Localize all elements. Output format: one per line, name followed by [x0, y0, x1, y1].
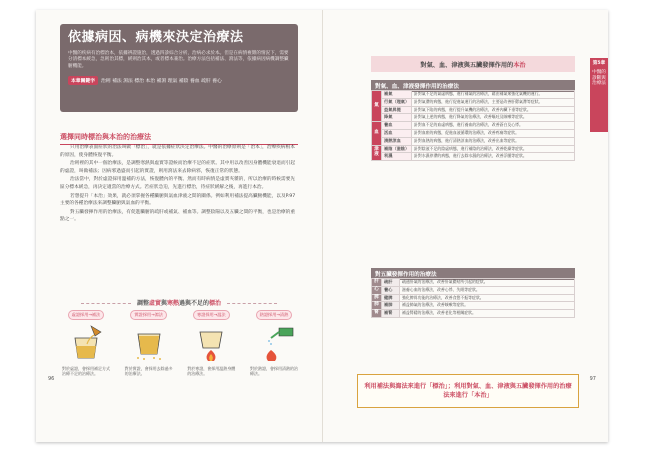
diagram-tonify — [58, 310, 114, 376]
method-label: 補腎 — [382, 310, 400, 318]
method-label: 養心 — [382, 286, 400, 294]
diagram-row — [58, 310, 302, 376]
page-title: 依據病因、病機來決定治療法 — [68, 30, 244, 45]
method-label: 清熱涼血 — [382, 137, 412, 145]
diagram-title — [60, 298, 298, 307]
method-desc: 疏通肝氣的治療法，改善肝氣鬱結所引起的症狀。 — [400, 279, 575, 287]
diagram-clear-heat — [246, 310, 302, 376]
organ-lung: 肺 — [372, 302, 382, 310]
table2-title: 對五臟發揮作用的治療法 — [371, 268, 575, 280]
method-label: 益氣昇提 — [382, 106, 412, 114]
right-page-title — [371, 56, 575, 72]
method-desc: 針對血瘀的病態，促進血液循環的治療法，改善疼痛等症狀。 — [412, 129, 575, 137]
method-desc: 滋養心血的治療法，改善心悸、失眠等症狀。 — [400, 286, 575, 294]
method-desc: 補益腎精的治療法，改善老化等相關症狀。 — [400, 310, 575, 318]
organ-spleen: 脾 — [372, 294, 382, 302]
table-row — [372, 122, 575, 130]
method-label: 活血 — [382, 129, 412, 137]
diagram-drain — [121, 310, 177, 376]
intro-text: 中醫的疾病有治標治本，依據辨證施治，透過四診綜合分析，治病必求於本。但是在病情複雜的情況下，需要分清標本緩急，急則治其標，緩則治其本，或者標本兼治。治療方法包括補法、瀉法等，依據病因病機調整臟腑機能。 — [68, 51, 289, 69]
method-label: 降氣 — [382, 114, 412, 122]
method-label: 健脾 — [382, 294, 400, 302]
table-row — [372, 310, 575, 318]
organ-heart: 心 — [372, 286, 382, 294]
method-desc: 針對氣下陷的病態，進行提升氣機的治療法，改善內臟下垂等症狀。 — [412, 106, 575, 114]
body-text — [60, 144, 298, 225]
method-desc: 針對氣滯的病態，進行促進氣運行的治療法，主要是改善肝鬱氣滯等症狀。 — [412, 98, 575, 106]
diagram-caption: 對於寒證，會採用溫熱身體的治療法。 — [187, 366, 236, 377]
right-title-highlight: 本治 — [513, 61, 526, 69]
organ-kidney: 腎 — [372, 310, 382, 318]
category-fluid: 津液 — [372, 145, 382, 161]
method-desc: 針對陰液不足的陰虛病態，進行補陰的治療法，改善乾燥等症狀。 — [412, 145, 575, 153]
diagram-title-highlight: 虛實 — [148, 300, 161, 307]
table-row — [372, 106, 575, 114]
table-row — [372, 302, 575, 310]
left-page — [36, 10, 322, 442]
table-row — [372, 98, 575, 106]
table-row — [372, 91, 575, 99]
chapter-header-box — [60, 24, 298, 112]
table-row — [372, 129, 575, 137]
diagram-label: 虛證採用→補法 — [68, 310, 105, 320]
diagram-title-part: 過與不足的 — [179, 300, 210, 307]
right-page — [322, 10, 608, 442]
table1-title: 對氣、血、津液發揮作用的治療法 — [371, 80, 575, 92]
table-row — [372, 137, 575, 145]
diagram-warm — [183, 310, 239, 376]
table-row — [372, 153, 575, 161]
book-spread — [36, 10, 608, 442]
qi-blood-fluid-table — [371, 90, 575, 161]
section-title: 選擇同時標治與本治的治療法 — [60, 132, 298, 145]
page-number-right: 97 — [589, 376, 596, 382]
diagram-caption: 對於虛證，會採用補足方式治療不足的治療法。 — [62, 366, 110, 377]
paragraph: 治則裡的其中一個治療法，是調整寒熱與虛實等證候而治療不足的症狀。其中用以改善因身體機能衰退而引起的虛證，叫做補法；因病邪過盛而引起的實證，則用瀉法來去除病邪，恢復正常的狀態。 — [60, 161, 296, 174]
summary-box: 利用補法與瀉法來進行「標治」；利用對氣、血、津液與五臟發揮作用的治療法來進行「本治」 — [357, 374, 579, 408]
page-number-left: 96 — [48, 376, 55, 382]
method-desc: 針對氣上逆的病態，進行降氣的治療法，改善嘔吐及咳嗽等症狀。 — [412, 114, 575, 122]
keyword-label: 本章關鍵字 — [68, 76, 98, 85]
paragraph: 只用治療表面症狀的治法叫做「標治」，就是依據症狀決定治療法。中醫的治療原則是「治本」，治療疾病根本的原因，使身體恢復平衡。 — [60, 145, 295, 158]
method-label: 利濕 — [382, 153, 412, 161]
diagram-title-part: 與 — [160, 300, 167, 307]
keyword-row — [68, 76, 290, 85]
cooling-illustration — [249, 324, 299, 362]
method-desc: 針對水濕停滯的病態，進行去除水濕的治療法，改善浮腫等症狀。 — [412, 153, 575, 161]
method-desc: 針對血不足的血虛病態，進行養血的治療法，改善蒼白及心悸。 — [412, 122, 575, 130]
five-organs-table — [371, 278, 575, 318]
table-row — [372, 279, 575, 287]
warming-illustration — [186, 324, 236, 362]
cup-fill-illustration — [61, 324, 111, 362]
paragraph: 治法當中，對於虛證採用溫補的方法，恢復體內的平衡。然而有時病情是虛實夾雜的，所以治療的時候需要先區分標本緩急，再決定適當的治療方式。若症狀急迫，先進行標治，待症狀緩解之後，再進行本治。 — [60, 177, 296, 190]
method-desc: 針對氣不足的氣虛病態，進行補氣的治療法，藉由補氣來強化氣機的運行。 — [412, 91, 575, 99]
keyword-list: 治則 補法 瀉法 標治 本治 補瀉 理氣 補陰 養血 疏肝 養心 — [101, 79, 222, 85]
table-row — [372, 114, 575, 122]
paragraph: 對五臟發揮作用的治療法，有促進臟腑的疏肝或補氣、補血等。調整陰陽以及五臟之間的平衡，也是治療的重點之一。 — [60, 209, 296, 223]
chapter-side-tab[interactable] — [590, 58, 608, 132]
chapter-name: 中醫的診斷與治療法 — [592, 70, 606, 87]
diagram-label: 熱證採用→清熱 — [256, 310, 293, 320]
diagram-label: 實證採用→瀉法 — [130, 310, 167, 320]
cup-drain-illustration — [124, 324, 174, 362]
table-row — [372, 145, 575, 153]
diagram-title-highlight: 標治 — [209, 300, 222, 307]
diagram-title-highlight: 寒熱 — [167, 300, 180, 307]
diagram-caption: 對於熱證，會採用清熱的治療法。 — [249, 366, 298, 377]
paragraph: 若想提升「本治」效果，就必須掌握各種臟腑與氣血津液之間的關係。例如利用補法提高臟腑機能，以及P.97 主要的各種治療法來調整臟腑與氣血的平衡。 — [60, 193, 296, 207]
table-row — [372, 294, 575, 302]
method-label: 補肺 — [382, 302, 400, 310]
method-label: 疏肝 — [382, 279, 400, 287]
right-title-text: 對氣、血、津液與五臟發揮作用的 — [420, 61, 514, 69]
diagram-label: 寒證採用→溫法 — [193, 310, 230, 320]
category-qi: 氣 — [372, 91, 382, 122]
method-desc: 針對血熱的病態，進行清熱涼血的治療法，改善出血等症狀。 — [412, 137, 575, 145]
method-label: 行氣（理氣） — [382, 98, 412, 106]
method-label: 補氣 — [382, 91, 412, 99]
method-label: 養血 — [382, 122, 412, 130]
category-blood: 血 — [372, 122, 382, 145]
chapter-number: 第5章 — [592, 61, 606, 66]
method-desc: 補益肺氣的治療法，改善咳嗽等症狀。 — [400, 302, 575, 310]
diagram-caption: 對於實證，會採用去除過多的治療法。 — [124, 366, 173, 377]
method-label: 補陰（滋陰） — [382, 145, 412, 153]
diagram-title-part: 調整 — [136, 300, 149, 307]
table-row — [372, 286, 575, 294]
organ-liver: 肝 — [372, 279, 382, 287]
method-desc: 強化脾胃功能的治療法，改善食慾不振等症狀。 — [400, 294, 575, 302]
